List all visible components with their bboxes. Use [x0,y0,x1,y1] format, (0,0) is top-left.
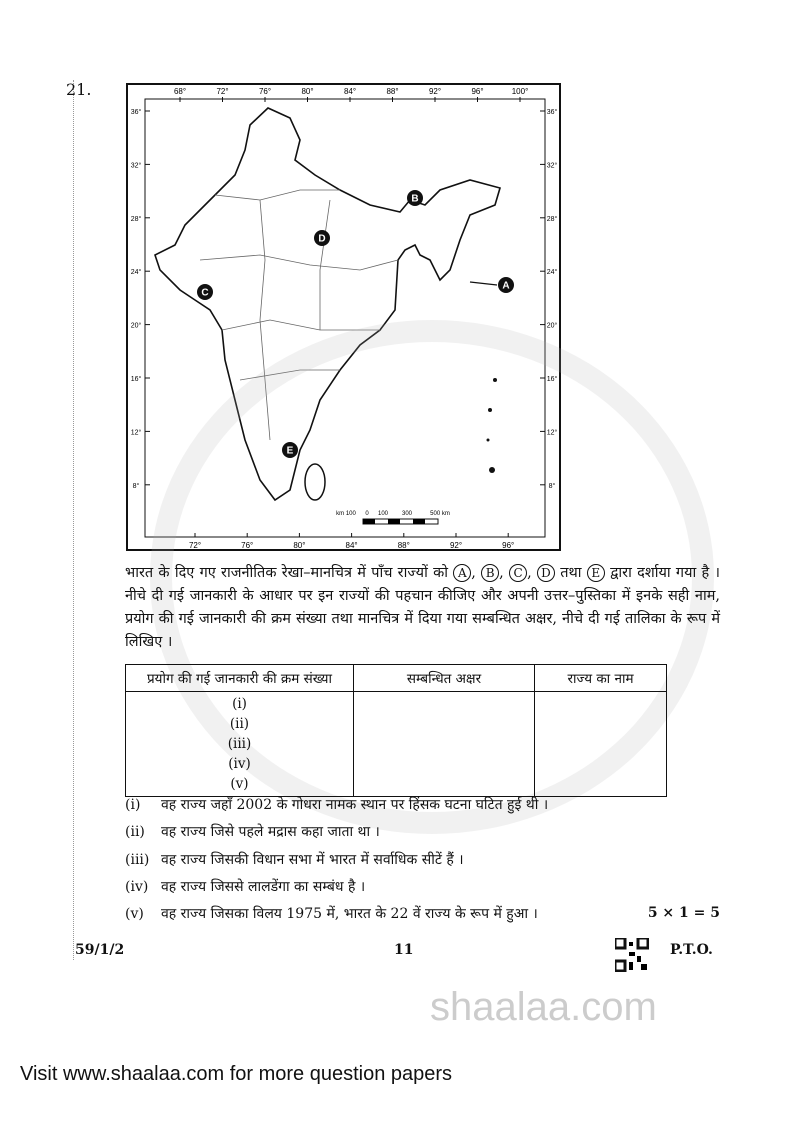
longitude-label-top: 68° [173,87,187,96]
scale-label: 300 [401,511,413,517]
latitude-label-left: 24° [130,269,142,277]
scale-label: km 100 [336,511,356,517]
marker-label: C [201,287,209,299]
longitude-label-bottom: 96° [502,541,515,550]
question-instructions: भारत के दिए गए राजनीतिक रेखा–मानचित्र में पाँच राज्यों को A , B , C , D तथा E द्वारा दर्शाया गया है । नीचे दी गई जानकारी के आधार पर इन राज्यों की पहचान कीजिए और अपनी उत्तर–पुस्तिका में इनके सही नाम, प्रयोग की गई जानकारी की क्रम संख्या तथा मानचित्र में दिया गया सम्बन्धित अक्षर, नीचे दी गई तालिका के रूप में लिखिए । [125,565,720,650]
longitude-label-bottom: 84° [345,541,358,550]
qr-code-icon [615,938,649,972]
latitude-label-right: 36° [546,109,558,116]
question-number: 21. [66,80,92,99]
latitude-label-right: 16° [546,376,558,383]
question-item: (iii) वह राज्य जिसकी विधान सभा में भारत में सर्वाधिक सीटें हैं । [125,852,464,868]
watermark-text: shaalaa.com [430,985,657,1029]
latitude-label-left: 12° [130,429,142,437]
visit-banner[interactable]: Visit www.shaalaa.com for more question papers [20,1063,453,1085]
marker-label: B [411,193,419,205]
question-item: (i) वह राज्य जहाँ 2002 के गोधरा नामक स्थान पर हिंसक घटना घटित हुई थी । [125,797,549,813]
longitude-label-top: 80° [301,87,314,96]
longitude-label-bottom: 72° [188,541,202,550]
paper-code: 59/1/2 [75,942,125,958]
marker-label: D [318,233,326,245]
longitude-label-bottom: 80° [293,541,306,550]
question-item: (iv) वह राज्य जिससे लालडेंगा का सम्बंध है । [125,879,366,895]
answer-table: प्रयोग की गई जानकारी की क्रम संख्या सम्बन्धित अक्षर राज्य का नाम (i) (ii) (iii) (iv) (v) [125,664,667,797]
latitude-label-left: 28° [130,215,142,223]
latitude-label-left: 32° [130,162,142,170]
latitude-label-right: 20° [546,322,558,330]
scale-label: 100 [377,511,389,517]
longitude-label-bottom: 88° [397,541,410,550]
longitude-label-top: 96° [471,87,484,96]
latitude-label-right: 28° [546,215,558,223]
longitude-label-bottom: 92° [449,541,463,550]
latitude-label-right: 32° [546,162,558,170]
longitude-label-top: 88° [386,87,399,96]
question-item: (ii) वह राज्य जिसे पहले मद्रास कहा जाता था । [125,824,380,840]
marker-label: A [502,280,510,292]
longitude-label-bottom: 76° [241,541,254,550]
latitude-label-left: 20° [130,322,142,330]
marker-label: E [286,445,294,457]
longitude-label-top: 72° [216,87,229,96]
latitude-label-right: 12° [546,429,558,437]
latitude-label-left: 8° [132,482,140,490]
latitude-label-left: 16° [130,376,142,383]
longitude-label-top: 100° [511,87,529,96]
scale-label: 0 [365,511,369,517]
longitude-label-top: 92° [428,87,442,96]
longitude-label-top: 84° [343,87,357,96]
scale-label: 500 km [430,511,450,517]
marks: 5 × 1 = 5 [647,905,720,921]
pto-label: P.T.O. [670,942,713,958]
marker-a-arrow [470,282,497,285]
page-number: 11 [394,942,414,958]
latitude-label-right: 24° [546,269,558,277]
longitude-label-top: 76° [258,87,272,96]
latitude-label-right: 8° [548,482,556,490]
latitude-label-left: 36° [130,109,142,116]
question-item: (v) वह राज्य जिसका विलय 1975 में, भारत के 22 वें राज्य के रूप में हुआ । [125,906,538,922]
